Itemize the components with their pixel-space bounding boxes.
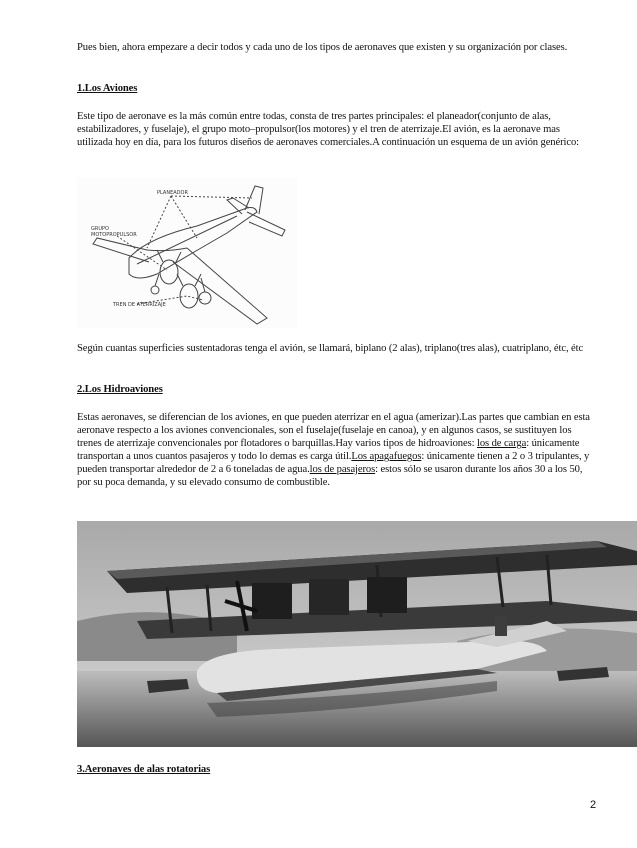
seaplane-photo xyxy=(77,521,637,747)
hidro-body-start: Estas aeronaves, se diferencian de los aviones, en que pueden aterrizar en el agua (amerizar).Las partes que cambian en esta aeronave respecto a los aviones convencionales, son el fuselaje(fuselaje en canoa), y en algunos casos, se sustituyen los trenes de aterrizaje convencionales por flotadores o barquillas.Hay varios tipos de hidroaviones: xyxy=(77,412,590,449)
superficies-paragraph: Según cuantas superficies sustentadoras tenga el avión, se llamará, biplano (2 alas), triplano(tres alas), cuatriplano, étc, étc xyxy=(77,343,584,354)
intro-paragraph: Pues bien, ahora empezare a decir todos y cada uno de los tipos de aeronaves que existen y su organización por clases. xyxy=(77,42,568,53)
carga-term: los de carga xyxy=(476,438,527,449)
heading-alas-rotatorias: 3.Aeronaves de alas rotatorias xyxy=(77,764,211,775)
airplane-schematic-image xyxy=(77,178,297,328)
page-number: 2 xyxy=(590,799,597,811)
aviones-paragraph: Este tipo de aeronave es la más común entre todas, consta de tres partes principales: el planeador(conjunto de alas, estabilizadores, y fuselaje), el grupo moto–propulsor(los motores) y el tren de aterrizaje.El avión, es la aeronave mas utilizada hoy en día, para los futuros diseños de aeronaves comerciales.A continuación un esquema de un avión genérico: xyxy=(77,111,580,148)
sketch-label-grupo: GRUPO xyxy=(91,226,109,232)
carga-text: : únicamente transportan a unos cuantos pasajeros y todo lo demas es carga útil. xyxy=(77,438,580,462)
sketch-label-planeador: PLANEADOR xyxy=(157,190,188,196)
hidroaviones-paragraph xyxy=(77,411,597,489)
apagafuegos-term: Los apagafuegos xyxy=(351,451,422,462)
sketch-label-motopropulsor: MOTOPROPULSOR xyxy=(91,232,137,238)
heading-aviones: 1.Los Aviones xyxy=(77,83,138,94)
sketch-label-tren: TREN DE ATERRIZAJE xyxy=(113,302,166,308)
pasajeros-text: : estos sólo se usaron durante los años 30 a los 50, por su poca demanda, y su elevado consumo de combustible. xyxy=(77,464,583,488)
apagafuegos-text: : únicamente tienen a 2 o 3 tripulantes, y pueden transportar alrededor de 2 a 6 toneladas de agua. xyxy=(77,451,590,475)
pasajeros-term: los de pasajeros xyxy=(309,464,376,475)
heading-hidroaviones: 2.Los Hidroaviones xyxy=(77,384,163,395)
